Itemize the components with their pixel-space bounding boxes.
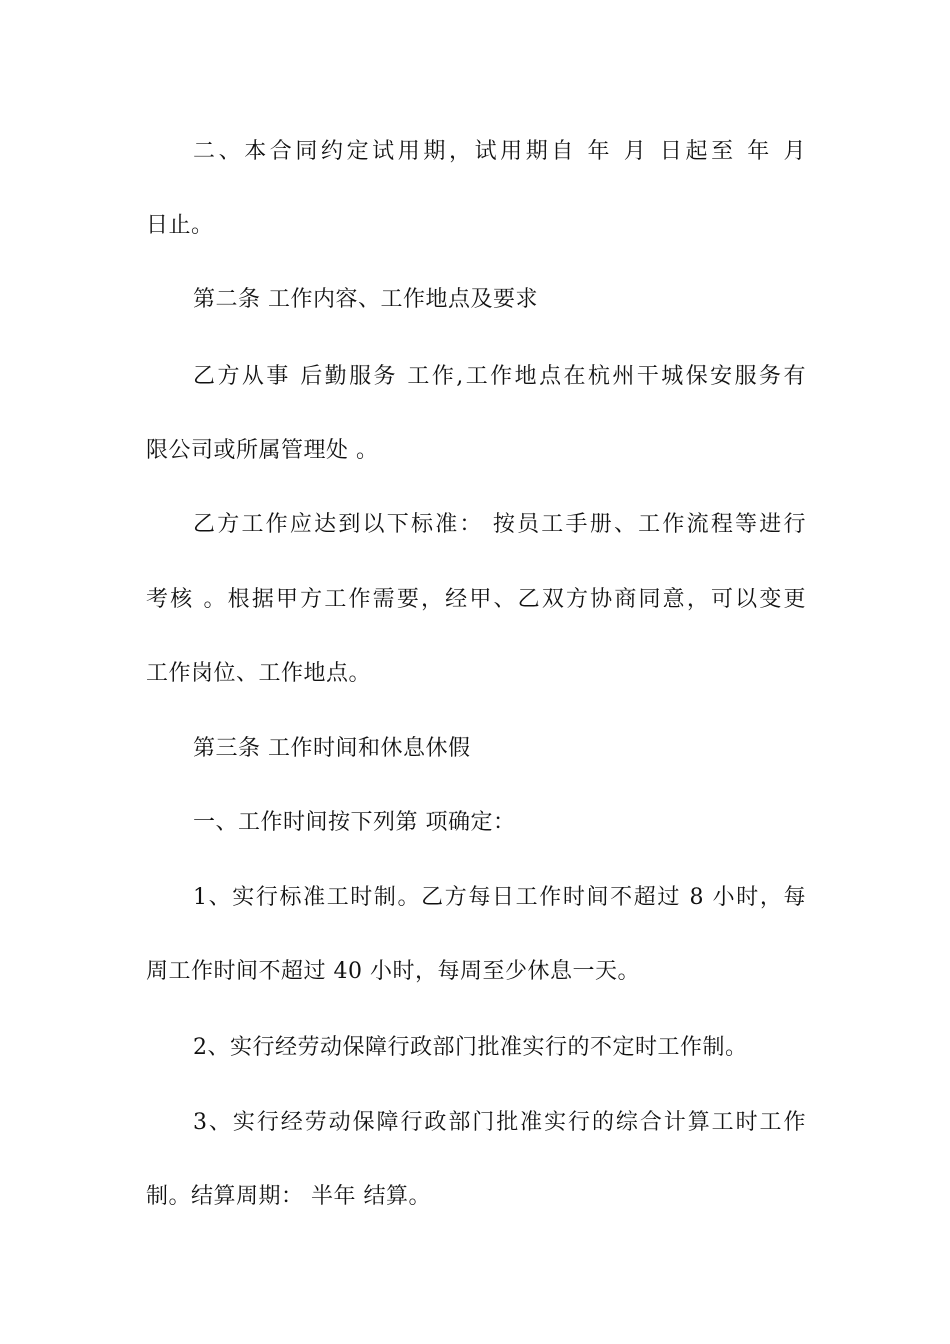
standard-hours-line-1: 1、实行标准工时制。乙方每日工作时间不超过 8 小时，每 (193, 885, 806, 910)
work-content-line-2: 限公司或所属管理处 。 (146, 438, 379, 463)
standard-hours-line-2: 周工作时间不超过 40 小时，每周至少休息一天。 (146, 959, 640, 984)
trial-period-line-2: 日止。 (146, 213, 214, 238)
flexible-hours-line: 2、实行经劳动保障行政部门批准实行的不定时工作制。 (193, 1035, 748, 1060)
article-2-heading: 第二条 工作内容、工作地点及要求 (193, 287, 538, 312)
article-3-heading: 第三条 工作时间和休息休假 (193, 736, 471, 761)
comprehensive-hours-line-2: 制。结算周期： 半年 结算。 (146, 1184, 431, 1209)
work-time-intro: 一、工作时间按下列第 项确定： (193, 810, 516, 835)
comprehensive-hours-line-1: 3、实行经劳动保障行政部门批准实行的综合计算工时工作 (193, 1110, 806, 1135)
trial-period-line-1: 二、本合同约定试用期，试用期自 年 月 日起至 年 月 (193, 139, 806, 164)
work-standard-line-1: 乙方工作应达到以下标准： 按员工手册、工作流程等进行 (193, 512, 806, 537)
work-content-line-1: 乙方从事 后勤服务 工作,工作地点在杭州干城保安服务有 (193, 364, 806, 389)
work-standard-line-2: 考核 。根据甲方工作需要，经甲、乙双方协商同意，可以变更 (146, 587, 806, 612)
work-standard-line-3: 工作岗位、工作地点。 (146, 661, 372, 686)
